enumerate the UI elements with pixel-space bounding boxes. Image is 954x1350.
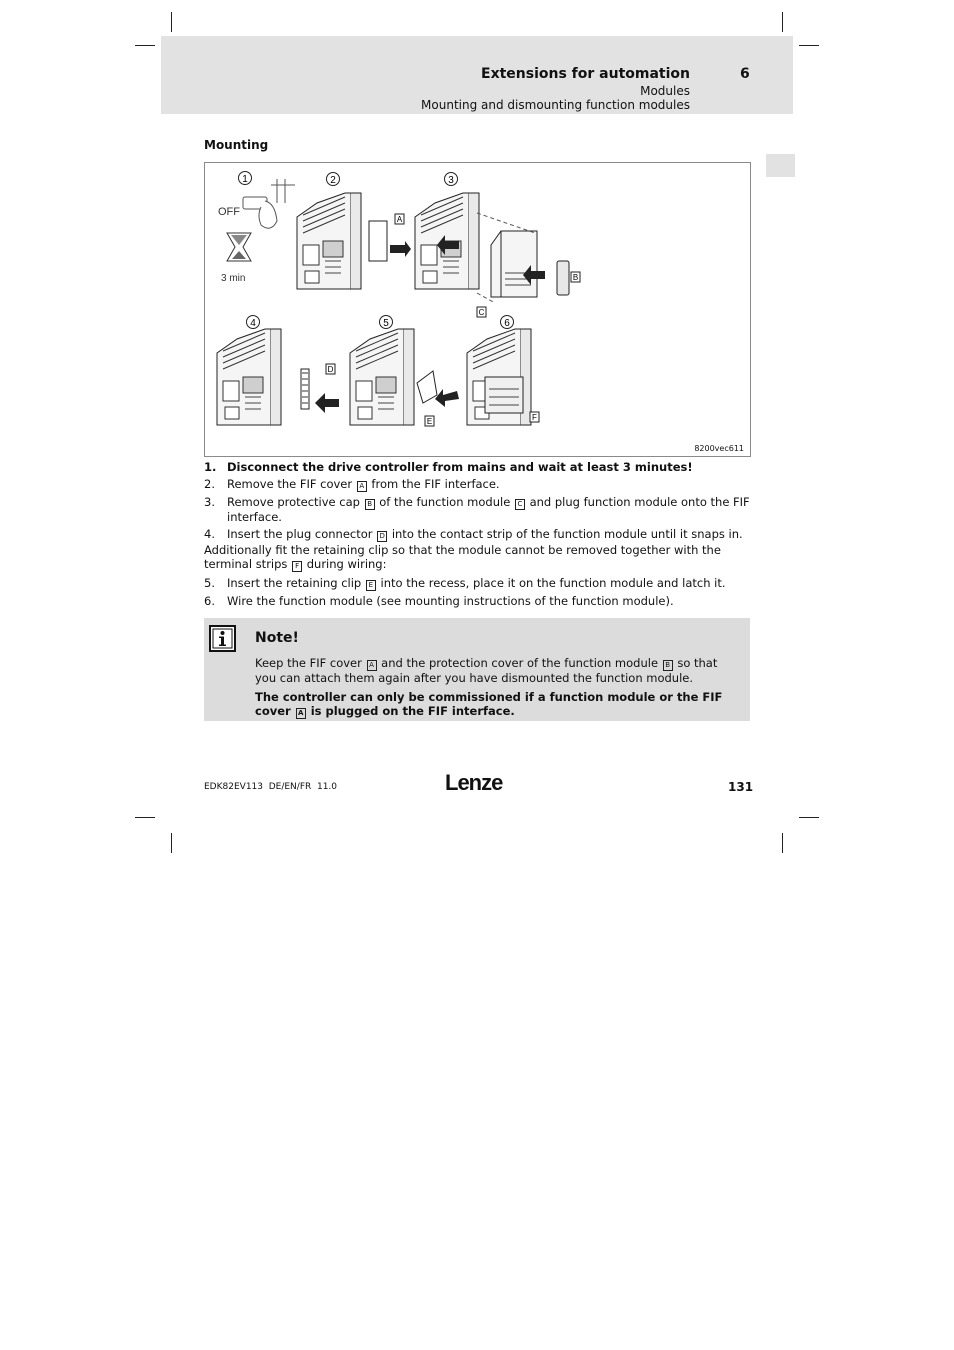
step-text: Insert the retaining clip (227, 576, 365, 590)
header-subtitle-topic: Mounting and dismounting function modules (421, 98, 690, 112)
note-paragraph (255, 656, 741, 685)
chapter-number: 6 (740, 66, 750, 82)
step-number: 4 (250, 318, 256, 329)
crop-mark (782, 12, 783, 32)
paragraph-text: during wiring: (303, 557, 387, 571)
reference-callout: C (515, 499, 525, 510)
note-box (204, 618, 750, 721)
note-text: Keep the FIF cover (255, 656, 366, 670)
step-number: 2 (330, 175, 336, 186)
note-text: is plugged on the FIF interface. (306, 704, 515, 718)
callout-label: D (327, 365, 334, 374)
step-text: into the contact strip of the function module until it snaps in. (388, 527, 743, 541)
note-body (255, 656, 741, 724)
logo-text: Lenze (445, 770, 503, 795)
list-item (204, 576, 752, 591)
callout-label: C (478, 308, 485, 317)
list-item (204, 594, 752, 608)
step-text: Wire the function module (see mounting instructions of the function module). (227, 594, 674, 608)
crop-mark (135, 45, 155, 46)
mounting-steps (204, 460, 752, 545)
step-index: 1. (204, 460, 217, 474)
step-text: from the FIF interface. (367, 477, 500, 491)
figure-id: 8200vec611 (694, 444, 744, 453)
time-label: 3 min (221, 273, 246, 284)
mounting-illustration (205, 163, 750, 456)
mounting-figure (204, 162, 751, 457)
step-number: 1 (242, 174, 248, 185)
step-text: Disconnect the drive controller from mains and wait at least 3 minutes! (227, 460, 693, 474)
reference-callout: A (296, 708, 306, 719)
step-index: 5. (204, 576, 215, 590)
reference-callout: B (663, 660, 673, 671)
note-text: so that you can attach them again after you have dismounted the function module. (255, 656, 718, 685)
crop-mark (171, 833, 172, 853)
reference-callout: D (377, 531, 387, 542)
paragraph-text: Additionally fit the retaining clip so that the module cannot be removed together with the terminal strips (204, 543, 721, 571)
step-text: Remove the FIF cover (227, 477, 356, 491)
callout-label: B (572, 273, 579, 282)
list-item (204, 477, 752, 492)
document-id: EDK82EV113 DE/EN/FR 11.0 (204, 782, 338, 792)
list-item (204, 495, 752, 524)
page-number: 131 (728, 780, 754, 794)
step-number: 3 (448, 175, 454, 186)
step-index: 3. (204, 495, 215, 509)
callout-label: F (532, 413, 537, 422)
note-paragraph-bold (255, 690, 741, 719)
crop-mark (799, 45, 819, 46)
step-text: Remove protective cap (227, 495, 364, 509)
list-item (204, 527, 752, 542)
note-text: and the protection cover of the function module (377, 656, 662, 670)
section-heading: Mounting (204, 138, 269, 152)
list-item (204, 460, 752, 474)
step-text: and plug function module onto the FIF interface. (227, 495, 750, 524)
step-index: 2. (204, 477, 215, 491)
crop-mark (135, 817, 155, 818)
info-icon (209, 625, 236, 652)
reference-callout: B (365, 499, 375, 510)
additional-instruction (204, 543, 752, 572)
chapter-tab-marker (766, 154, 795, 177)
callout-label: E (426, 417, 433, 426)
step-number: 5 (383, 318, 389, 329)
step-index: 6. (204, 594, 215, 608)
step-number: 6 (504, 318, 510, 329)
crop-mark (171, 12, 172, 32)
retaining-clip-steps (204, 576, 752, 611)
callout-label: A (396, 215, 403, 224)
note-title: Note! (255, 630, 299, 646)
chapter-title: Extensions for automation (481, 66, 690, 82)
note-text: The controller can only be commissioned if a function module or the FIF cover (255, 690, 723, 718)
off-label: OFF (218, 206, 240, 218)
crop-mark (782, 833, 783, 853)
lenze-logo (445, 769, 509, 795)
step-text: Insert the plug connector (227, 527, 377, 541)
reference-callout: F (292, 561, 302, 572)
step-index: 4. (204, 527, 215, 541)
reference-callout: A (367, 660, 377, 671)
step-text: of the function module (375, 495, 514, 509)
header-subtitle-modules: Modules (640, 84, 690, 98)
crop-mark (799, 817, 819, 818)
reference-callout: E (366, 580, 376, 591)
step-text: into the recess, place it on the function module and latch it. (376, 576, 726, 590)
reference-callout: A (357, 481, 367, 492)
